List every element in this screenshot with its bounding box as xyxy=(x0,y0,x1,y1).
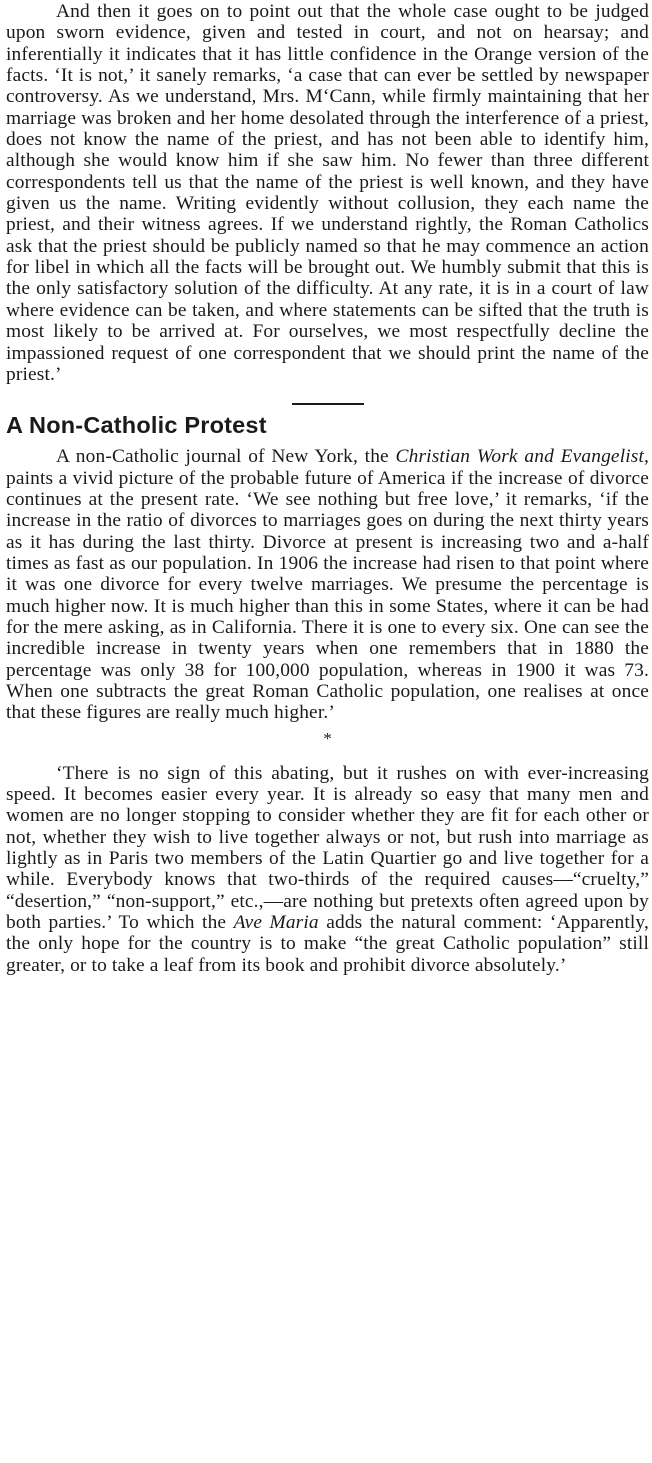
asterisk-separator: * xyxy=(323,728,332,748)
article-paragraph-protest xyxy=(6,446,649,723)
paragraph-text-segment: ‘There is no sign of this abating, but it rushes on with ever-increasing speed. It becomes easier every year. It is already so easy that many men and women are no longer stopping to consider whether they are fit for each other or not, whether they wish to live together always or not, but rush into marriage as lightly as in Paris two members of the Latin Quartier go and live together for a while. Everybody knows that two-thirds of the required causes—“cruelty,” “desertion,” “non-support,” etc.,—are nothing but pretexts often agreed upon by both parties.’ To which the xyxy=(6,762,649,934)
journal-title-christian-work: Christian Work and Evangelist xyxy=(395,446,644,468)
paragraph-text-segment: adds the natural comment: ‘Apparently, the only hope for the country is to make “the great Catholic population” still greater, or to take a leaf from its book and prohibit divorce absolutely.’ xyxy=(6,912,649,976)
journal-title-ave-maria: Ave Maria xyxy=(233,912,319,934)
section-divider-rule xyxy=(292,403,364,405)
paragraph-text-segment: , paints a vivid picture of the probable future of America if the increase of divorce continues at the present rate. ‘We see nothing but free love,’ it remarks, ‘if the increase in the ratio of divorces to marriages goes on during the next thirty years as it has during the last thirty. Divorce at present is increasing two and a-half times as fast as our population. In 1906 the increase had risen to that point where it was one divorce for every twelve marriages. We presume the percentage is much higher now. It is much higher than this in some States, where it can be had for the mere asking, as in California. There it is one to every six. One can see the incredible increase in twenty years when one remembers that in 1880 the percentage was only 38 for 100,000 population, whereas in 1900 it was 73. When one subtracts the great Roman Catholic population, one realises at once that these figures are really much higher.’ xyxy=(6,446,649,724)
section-heading: A Non-Catholic Protest xyxy=(6,412,267,439)
paragraph-text-segment: A non-Catholic journal of New York, the xyxy=(56,446,396,468)
article-paragraph-opening: And then it goes on to point out that the whole case ought to be judged upon sworn evidence, given and tested in court, and not on hearsay; and inferentially it indicates that it has little confidence in the Orange version of the facts. ‘It is not,’ it sanely remarks, ‘a case that can ever be settled by newspaper controversy. As we understand, Mrs. M‘Cann, while firmly maintaining that her marriage was broken and her home desolated through the interference of a priest, does not know the name of the priest, and has not been able to identify him, although she would know him if she saw him. No fewer than three different correspondents tell us that the name of the priest is well known, and they have given us the name. Writing evidently without collusion, they each name the priest, and their witness agrees. If we understand rightly, the Roman Catholics ask that the priest should be publicly named so that he may commence an action for libel in which all the facts will be brought out. We humbly submit that this is the only satisfactory solution of the difficulty. At any rate, it is in a court of law where evidence can be taken, and where statements can be sifted that the truth is most likely to be arrived at. For ourselves, we most respectfully decline the impassioned request of one correspondent that we should print the name of the priest.’ xyxy=(6,1,649,385)
article-paragraph-continuation xyxy=(6,763,649,976)
